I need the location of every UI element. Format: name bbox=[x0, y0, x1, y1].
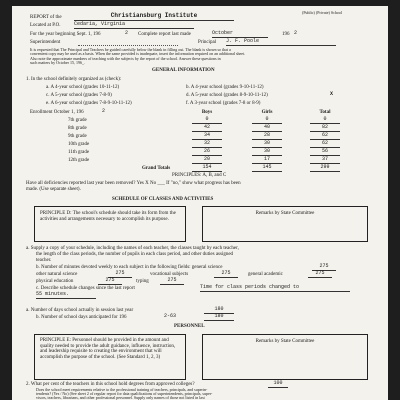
describe-value: Time for class periods changed to bbox=[200, 285, 350, 292]
year-label: For the year beginning Sept. 1, 196 bbox=[30, 32, 101, 37]
general-academic-label: general academic bbox=[248, 272, 283, 277]
enrollment-label: Enrollment October 1, 196 bbox=[30, 110, 84, 115]
principle-e-box bbox=[34, 334, 186, 380]
principle-e-text: PRINCIPLE E: Personnel should be provided in the amount and quality needed to provide the adult guidance, influence, instruction, and leadership requisite to creating the environment that will accomplish the purpose of the school. (See Standard 1, 2, 3) bbox=[40, 338, 176, 360]
total-value: 62 bbox=[310, 133, 340, 140]
intro-line: convenient copy may be used as a basis. When the same provided is inadequate, insert the information required on an additional sheet. bbox=[30, 51, 246, 57]
q3-line: teacher. bbox=[36, 258, 52, 263]
grand-total-boys: 154 bbox=[192, 165, 222, 172]
q3-line: the length of the class periods, the number of pupils in each class period, and other duties assigned bbox=[36, 252, 234, 257]
q5-line-2: Does the school meet requirements relative to the professional training of teachers, principals, and superin- bbox=[36, 387, 208, 392]
total-value: 0 bbox=[310, 117, 340, 124]
boys-value: 20 bbox=[192, 157, 222, 164]
grade-label: 7th grade bbox=[68, 118, 87, 123]
schedule-heading: SCHEDULE OF CLASSES AND ACTIVITIES bbox=[112, 197, 214, 202]
grand-total-total: 299 bbox=[310, 165, 340, 172]
girls-value: 30 bbox=[252, 149, 282, 156]
q3-line: a. Supply a copy of your schedule, including the names of each teacher, the classes taught by each teacher, bbox=[26, 246, 239, 251]
intro-line: It is requested that The Principal and Teachers be guided carefully below the blank in filling out. The blank is shown so that a bbox=[30, 47, 231, 52]
year-value: 2 bbox=[125, 30, 129, 36]
enrollment-year: 2 bbox=[102, 108, 106, 114]
option-b: b. A 4-year school (grades 9-10-11-12) bbox=[186, 85, 264, 90]
typing-label: typing bbox=[136, 279, 149, 284]
remarks-label: Remarks by State Committee bbox=[255, 339, 315, 344]
option-c: c. A 5-year school (grades 7-8-9) bbox=[46, 93, 112, 98]
option-d-mark: X bbox=[330, 91, 334, 97]
q3b-general: 275 bbox=[312, 264, 336, 271]
year-suffix: 196 bbox=[282, 32, 290, 37]
principle-d-box bbox=[34, 206, 186, 242]
option-e: e. A 6-year school (grades 7-8-9-10-11-12) bbox=[46, 101, 132, 106]
intro-text bbox=[30, 48, 370, 66]
principal-value: J. F. Poole bbox=[226, 39, 336, 46]
remarks-box-personnel bbox=[202, 334, 368, 380]
boys-value: 32 bbox=[192, 141, 222, 148]
q5-value: 100 bbox=[268, 381, 288, 388]
option-d: d. A 5-year school (grades 8-9-10-11-12) bbox=[186, 93, 268, 98]
q4a-label: a. Number of days school actually in session last year bbox=[26, 308, 134, 313]
complete-value: October bbox=[212, 31, 268, 38]
report-page bbox=[12, 6, 388, 400]
typing-value: 275 bbox=[160, 278, 184, 285]
describe-label: c. Describe schedule changes since the last report bbox=[36, 286, 135, 291]
grade-label: 8th grade bbox=[68, 126, 87, 131]
col-boys: Boys bbox=[201, 110, 213, 115]
superintendent-label: Superintendent bbox=[30, 40, 61, 45]
report-of-label: REPORT of the bbox=[30, 15, 62, 20]
option-a: a. A 4-year school (grades 10-11-12) bbox=[46, 85, 120, 90]
general-heading: GENERAL INFORMATION bbox=[152, 68, 215, 73]
total-value: 56 bbox=[310, 149, 340, 156]
remarks-label: Remarks by State Committee bbox=[255, 211, 315, 216]
deficiency-text: Have all deficiencies reported last year been removed? Yes X No ___ If "no," show what progress has been bbox=[26, 181, 241, 186]
q5-line-3: tendents? (Yes / No) (See sheet 2 of regular report for data qualifications of superintendents, principals, super- bbox=[36, 391, 213, 396]
q5-line-4: visors, teachers, librarians, and other professional personnel. Supply only names of those not listed in last bbox=[36, 395, 205, 400]
other-natural-label: other natural science bbox=[36, 272, 78, 277]
option-f: f. A 3-year school (grades 7-8 or 8-9) bbox=[186, 101, 261, 106]
col-girls: Girls bbox=[261, 110, 273, 115]
q4b-value: 180 bbox=[204, 314, 234, 321]
deficiency-text-2: made. (Use separate sheet). bbox=[26, 187, 81, 192]
girls-value: 17 bbox=[252, 157, 282, 164]
boys-value: 34 bbox=[192, 133, 222, 140]
grade-label: 10th grade bbox=[68, 142, 90, 147]
physical-ed-value: 275 bbox=[98, 278, 122, 285]
girls-value: 30 bbox=[252, 141, 282, 148]
principal-label: Principal bbox=[198, 40, 217, 45]
q3b-label: b. Number of minutes devoted weekly to each subject in the following fields: general science bbox=[36, 265, 223, 270]
physical-ed-label: physical education bbox=[36, 279, 74, 284]
complete-label: Complete report last made bbox=[138, 32, 191, 37]
location: Cedaria, Virginia bbox=[74, 22, 194, 29]
total-value: 62 bbox=[310, 141, 340, 148]
q1-text: 1. In the school definitely organized as (check): bbox=[26, 77, 122, 82]
other-natural-value: 275 bbox=[108, 271, 132, 278]
girls-value: 40 bbox=[252, 125, 282, 132]
grand-total-girls: 145 bbox=[252, 165, 282, 172]
q5-line-1: 2. What per cent of the teachers in this school hold degrees from approved colleges? bbox=[26, 382, 195, 387]
intro-line: such matters by October 15, 196_. bbox=[30, 60, 85, 66]
vocational-value: 275 bbox=[214, 271, 238, 278]
grade-label: 11th grade bbox=[68, 150, 90, 155]
intro-line: Also note the approximate numbers of teaching with the subjects by the report of the school. Answer these questions in bbox=[30, 55, 221, 61]
school-name: Christiansburg Institute bbox=[74, 13, 234, 21]
girls-value: 28 bbox=[252, 133, 282, 140]
vocational-label: vocational subjects bbox=[150, 272, 189, 277]
q4b-year: 2-63 bbox=[164, 313, 177, 319]
total-value: 37 bbox=[310, 157, 340, 164]
girls-value: 0 bbox=[252, 117, 282, 124]
q4a-value: 180 bbox=[204, 307, 234, 314]
grade-label: 12th grade bbox=[68, 158, 90, 163]
grand-total-label: Grand Totals bbox=[142, 166, 171, 171]
describe-value-2: 55 minutes. bbox=[36, 292, 96, 299]
principles-label: PRINCIPLES: A, B, and C bbox=[172, 173, 227, 178]
remarks-box-schedule bbox=[202, 206, 368, 242]
principle-d-text: PRINCIPLE D: The school's schedule should take its form from the activities and arrangements necessary to accomplish its purpose. bbox=[40, 211, 176, 222]
school-type: (Public) (Private) School bbox=[302, 10, 342, 15]
located-at-label: Located at P.O. bbox=[30, 23, 61, 28]
grade-label: 9th grade bbox=[68, 134, 87, 139]
total-value: 82 bbox=[310, 125, 340, 132]
col-total: Total bbox=[319, 110, 331, 115]
superintendent-line bbox=[78, 45, 178, 46]
boys-value: 0 bbox=[192, 117, 222, 124]
q4b-label: b. Number of school days anticipated for 196 bbox=[36, 315, 127, 320]
boys-value: 26 bbox=[192, 149, 222, 156]
general-academic-value: 275 bbox=[308, 271, 332, 278]
personnel-heading: PERSONNEL bbox=[174, 324, 205, 329]
boys-value: 42 bbox=[192, 125, 222, 132]
year-suffix-value: 2 bbox=[294, 30, 298, 36]
